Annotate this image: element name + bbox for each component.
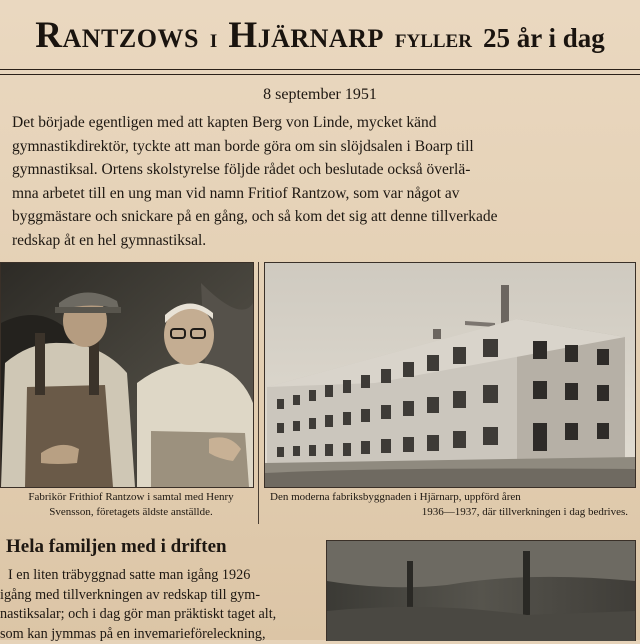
intro-line: redskap åt en hel gymnastiksal. bbox=[12, 229, 612, 253]
photo-two-men-image bbox=[1, 263, 253, 487]
intro-line: gymnastiksal. Ortens skolstyrelse följde rådet och beslutade också överlä- bbox=[12, 158, 612, 182]
photo-factory bbox=[264, 262, 636, 488]
photo-factory-caption bbox=[270, 490, 628, 520]
photo-two-men bbox=[0, 262, 254, 488]
caption-line: Den moderna fabriksbyggnaden i Hjärnarp, uppförd åren bbox=[270, 490, 628, 505]
photo-two-men-caption bbox=[0, 490, 262, 520]
caption-line: Svensson, företagets äldste anställde. bbox=[0, 505, 262, 520]
intro-line: gymnastikdirektör, tyckte att man borde göra om sin slöjdsalen i Boarp till bbox=[12, 135, 612, 159]
column-divider bbox=[258, 262, 259, 524]
intro-line: byggmästare och snickare på en gång, och så kom det sig att denne tillverkade bbox=[12, 205, 612, 229]
photo-bottom-partial bbox=[326, 540, 636, 641]
section-line: som kan jymmas på en invemarieföreleckning, bbox=[0, 625, 318, 644]
photo-factory-image bbox=[265, 263, 635, 487]
section-line: igång med tillverkningen av redskap till gym- bbox=[0, 586, 318, 606]
headline bbox=[0, 14, 640, 64]
headline-hjarnarp: Hjärnarp bbox=[228, 14, 384, 57]
intro-line: Det började egentligen med att kapten Berg von Linde, mycket känd bbox=[12, 111, 612, 135]
intro-line: mna arbetet till en ung man vid namn Fritiof Rantzow, som var något av bbox=[12, 182, 612, 206]
section-line: I en liten träbyggnad satte man igång 1926 bbox=[0, 566, 318, 586]
headline-rule-top bbox=[0, 69, 640, 70]
headline-i: i bbox=[210, 23, 217, 54]
headline-rule-bottom bbox=[0, 74, 640, 75]
section-line: nastiksalar; och i dag gör man präktiskt taget alt, bbox=[0, 605, 318, 625]
photo-bottom-partial-image bbox=[327, 541, 635, 641]
caption-line: 1936—1937, där tillverkningen i dag bedrives. bbox=[270, 505, 628, 520]
headline-anniversary: 25 år i dag bbox=[483, 23, 605, 54]
headline-rantzows: Rantzows bbox=[35, 14, 199, 57]
caption-line: Fabrikör Frithiof Rantzow i samtal med Henry bbox=[0, 490, 262, 505]
intro-paragraph bbox=[12, 111, 612, 252]
dateline: 8 september 1951 bbox=[0, 86, 640, 104]
section-body bbox=[0, 566, 318, 644]
headline-fyller: fyller bbox=[395, 23, 472, 54]
section-title: Hela familjen med i driften bbox=[6, 536, 227, 558]
